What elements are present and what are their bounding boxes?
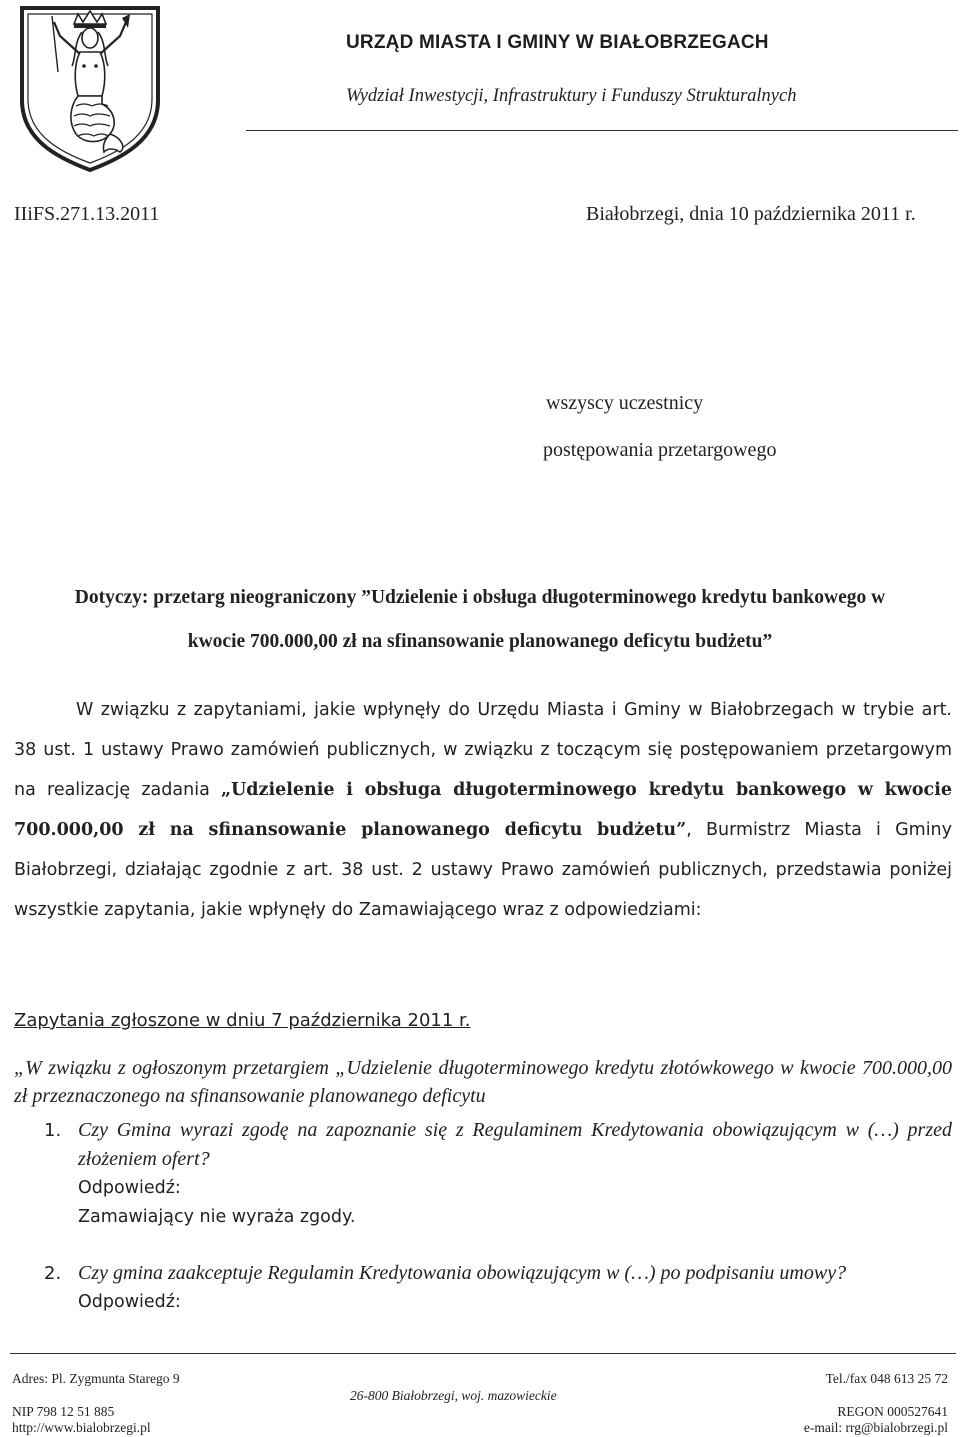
- department-name: Wydział Inwestycji, Infrastruktury i Funduszy Strukturalnych: [346, 86, 797, 106]
- footer-address: Adres: Pl. Zygmunta Starego 9: [12, 1371, 180, 1386]
- header-divider: [246, 130, 958, 131]
- recipient-line-2: postępowania przetargowego: [543, 439, 777, 461]
- subject-line-1: Dotyczy: przetarg nieograniczony ”Udzielenie i obsługa długoterminowego kredytu bankowego w: [74, 587, 886, 608]
- answer-label: Odpowiedź:: [78, 1178, 181, 1198]
- reference-number: IIiFS.271.13.2011: [14, 203, 160, 225]
- answer-label: Odpowiedź:: [78, 1292, 181, 1312]
- footer-divider: [10, 1353, 956, 1354]
- recipient-line-1: wszyscy uczestnicy: [546, 392, 704, 414]
- questions-heading: Zapytania zgłoszone w dniu 7 października 2011 r.: [14, 1010, 471, 1031]
- question-item: [14, 1259, 952, 1317]
- footer-email-link[interactable]: e-mail: rrg@bialobrzegi.pl: [803, 1420, 948, 1435]
- question-number: 2.: [44, 1263, 62, 1284]
- footer-phone: Tel./fax 048 613 25 72: [825, 1371, 948, 1386]
- questions-intro: „W związku z ogłoszonym przetargiem „Udzielenie długoterminowego kredytu złotówkowego w kwocie 700.000,00 zł przeznaczonego na sfinansowanie planowanego deficytu: [14, 1057, 952, 1107]
- footer-postal: 26-800 Białobrzegi, woj. mazowieckie: [350, 1388, 557, 1403]
- mermaid-crest-icon: [14, 2, 166, 174]
- place-date: Białobrzegi, dnia 10 października 2011 r.: [586, 203, 916, 225]
- question-number: 1.: [44, 1120, 62, 1141]
- answer-text: Zamawiający nie wyraża zgody.: [78, 1207, 356, 1227]
- footer-website-link[interactable]: http://www.bialobrzegi.pl: [12, 1420, 151, 1435]
- intro-paragraph: [14, 690, 952, 930]
- question-item: [14, 1116, 952, 1232]
- intro-text-2: , Burmistrz Miasta i Gminy Białobrzegi, działając zgodnie z art. 38 ust. 2 ustawy Prawo zamówień publicznych, przedstawia poniżej wszystkie zapytania, jakie wpłynęły do Zamawiającego wraz z odpowiedziami:: [14, 820, 953, 920]
- intro-bold-task: „Udzielenie i obsługa długoterminowego kredytu bankowego w kwocie 700.000,00 zł na sfinansowanie planowanego deficytu budżetu”: [14, 780, 952, 840]
- subject-line-2: kwocie 700.000,00 zł na sfinansowanie planowanego deficytu budżetu”: [187, 631, 773, 652]
- footer-nip: NIP 798 12 51 885: [12, 1404, 115, 1419]
- question-text: Czy gmina zaakceptuje Regulamin Kredytowania obowiązującym w (…) po podpisaniu umowy?: [78, 1262, 847, 1284]
- intro-text-1: W związku z zapytaniami, jakie wpłynęły do Urzędu Miasta i Gminy w Białobrzegach w trybie art. 38 ust. 1 ustawy Prawo zamówień publicznych, w związku z toczącym się postępowaniem przetargowym na realizację zadania: [14, 700, 952, 800]
- office-name: URZĄD MIASTA I GMINY W BIAŁOBRZEGACH: [346, 32, 769, 53]
- question-text: Czy Gmina wyrazi zgodę na zapoznanie się z Regulaminem Kredytowania obowiązującym w (…) przed złożeniem ofert?: [78, 1119, 952, 1170]
- footer-regon: REGON 000527641: [837, 1404, 948, 1419]
- subject-block: [14, 576, 946, 664]
